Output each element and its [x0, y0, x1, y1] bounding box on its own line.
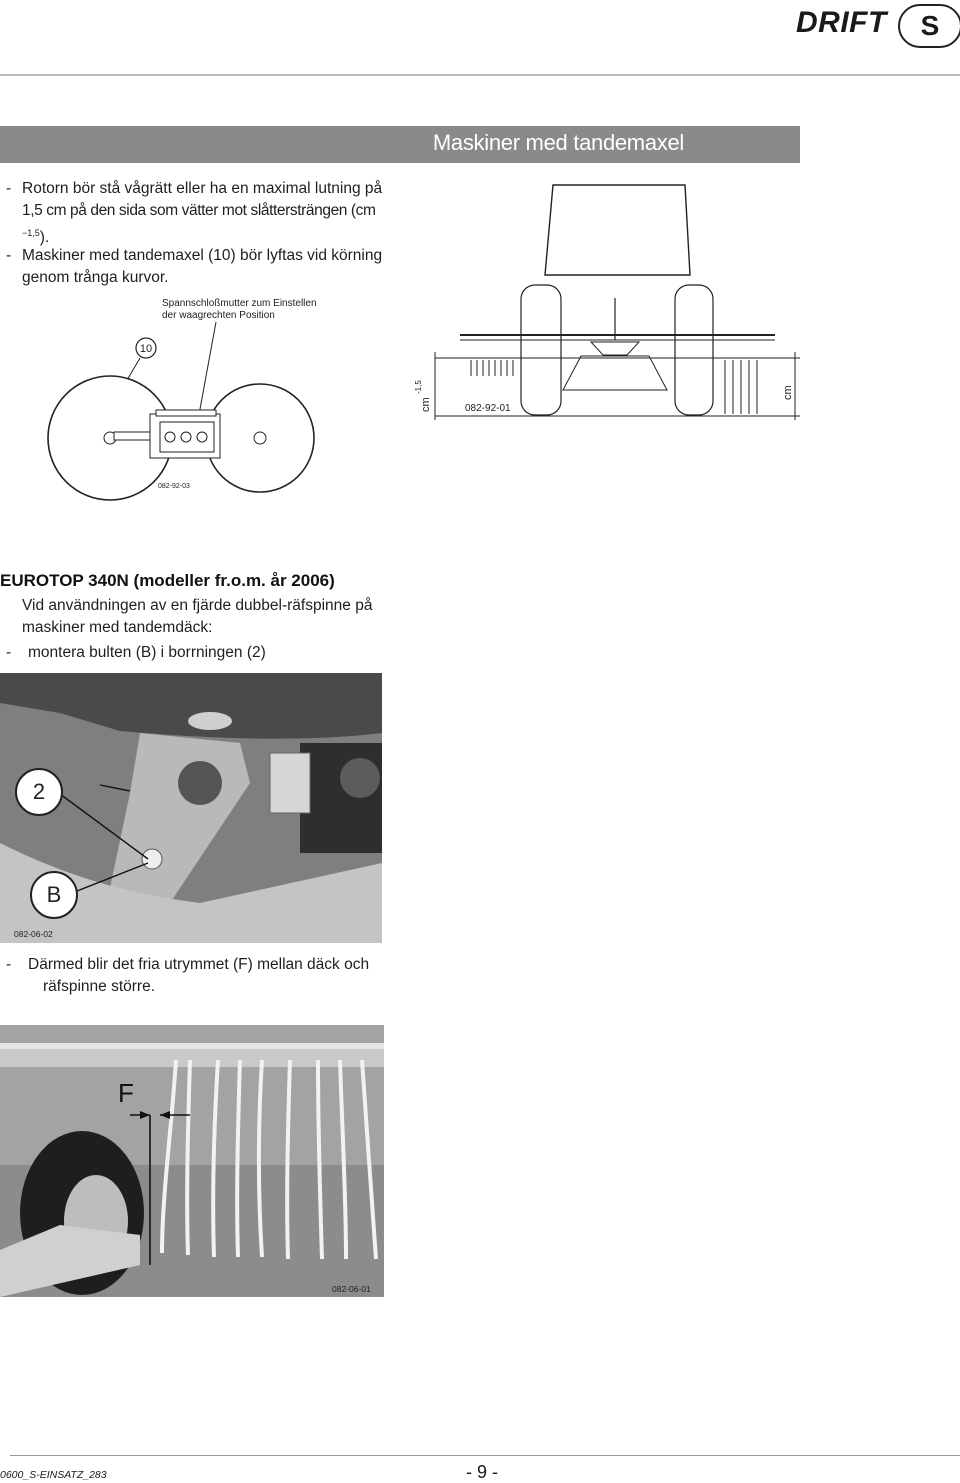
- header-divider: [0, 74, 960, 76]
- bullet-text-cont: räfspinne större.: [43, 978, 155, 995]
- bullet-text-cont: $^{-1,5}$).: [22, 228, 50, 247]
- tine-photo: [0, 1025, 384, 1297]
- bullet-text: montera bulten (B) i borrningen (2): [28, 644, 266, 661]
- tine-photo-svg: [0, 1025, 384, 1297]
- bullet-item: - Rotorn bör stå vågrätt eller ha en maximal lutning på: [6, 180, 383, 197]
- superscript: −1,5: [22, 228, 40, 238]
- tandem-axle-drawing: [40, 292, 390, 502]
- callout-b: B: [30, 871, 78, 919]
- figure-caption-line2: der waagrechten Position: [162, 310, 275, 321]
- document-code: 0600_S-EINSATZ_283: [0, 1469, 107, 1481]
- eurotop-paragraph-cont: maskiner med tandemdäck:: [22, 619, 213, 636]
- header-title: DRIFT: [796, 6, 887, 39]
- eurotop-paragraph: Vid användningen av en fjärde dubbel-räfspinne på: [22, 597, 373, 614]
- dimension-left: cm: [420, 397, 432, 412]
- footer-divider: [10, 1455, 960, 1456]
- bullet-text: Maskiner med tandemaxel (10) bör lyftas vid körning: [22, 247, 383, 264]
- tandem-axle-svg: [40, 292, 390, 502]
- figure-code: 082-92-01: [465, 403, 511, 414]
- figure-code: 082-92-03: [158, 483, 190, 490]
- front-view-svg: [405, 180, 800, 420]
- section-title: Maskiner med tandemaxel: [432, 130, 684, 155]
- page-number: - 9 -: [466, 1462, 499, 1482]
- bullet-text: Rotorn bör stå vågrätt eller ha en maximal lutning på: [22, 180, 383, 197]
- language-badge: S: [898, 4, 960, 48]
- figure-caption-line1: Spannschloßmutter zum Einstellen: [162, 298, 317, 309]
- dimension-left-sup: -1,5: [414, 380, 423, 394]
- dimension-right: cm: [782, 385, 794, 400]
- bullet-text: Därmed blir det fria utrymmet (F) mellan däck och: [28, 956, 370, 973]
- callout-2: 2: [15, 768, 63, 816]
- bullet-item: - Maskiner med tandemaxel (10) bör lyftas vid körning: [6, 247, 383, 264]
- bullet-item: - montera bulten (B) i borrningen (2): [6, 644, 266, 661]
- front-view-drawing: [405, 180, 800, 420]
- bullet-item: - Därmed blir det fria utrymmet (F) mellan däck och: [6, 956, 370, 973]
- photo-code: 082-06-02: [14, 929, 53, 939]
- bolt-photo: [0, 673, 382, 943]
- bullet-text-cont: 1,5 cm på den sida som vätter mot slåttersträngen (cm: [22, 202, 376, 219]
- bullet-text-cont: genom trånga kurvor.: [22, 269, 169, 286]
- eurotop-heading: EUROTOP 340N (modeller fr.o.m. år 2006): [0, 571, 335, 590]
- photo-code: 082-06-01: [332, 1284, 371, 1294]
- callout-f: F: [118, 1078, 134, 1108]
- callout-10: 10: [139, 343, 153, 355]
